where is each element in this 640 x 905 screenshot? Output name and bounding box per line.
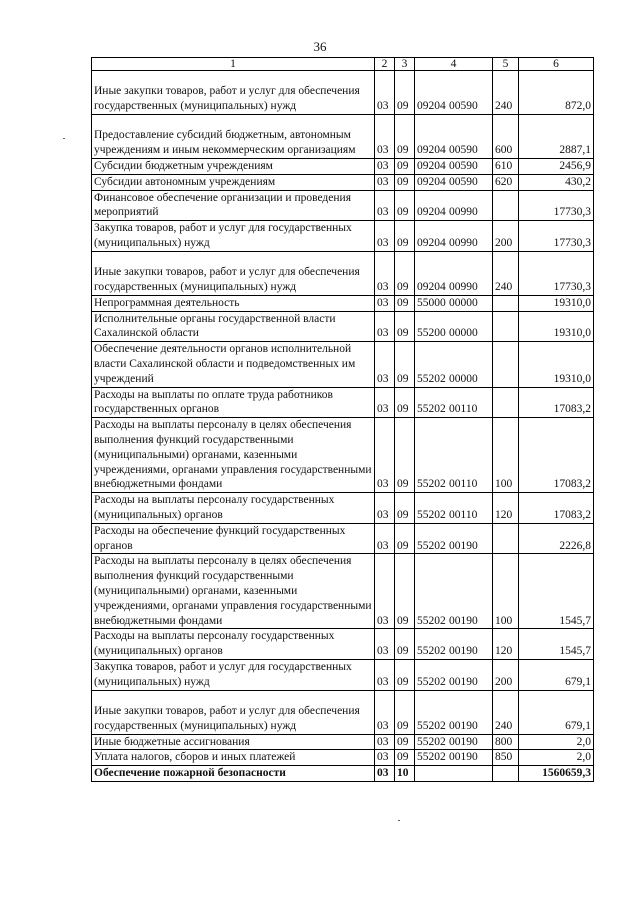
table-row xyxy=(92,251,594,295)
target-article-code xyxy=(415,554,493,629)
target-article-program: 55202 xyxy=(417,403,446,416)
row-name: Закупка товаров, работ и услуг для государственных (муниципальных) нужд xyxy=(92,221,375,252)
subsection-code: 09 xyxy=(395,190,415,221)
target-article-program: 55000 xyxy=(417,296,446,309)
amount-value: 19310,0 xyxy=(519,295,594,311)
expense-type-code: 620 xyxy=(493,174,519,190)
column-header: 6 xyxy=(519,58,594,71)
subsection-code: 09 xyxy=(395,311,415,342)
amount-value: 679,1 xyxy=(519,659,594,690)
target-article-code xyxy=(415,387,493,418)
subsection-code: 09 xyxy=(395,251,415,295)
table-row xyxy=(92,387,594,418)
column-header: 1 xyxy=(92,58,375,71)
expense-type-code: 800 xyxy=(493,734,519,750)
amount-value: 17730,3 xyxy=(519,190,594,221)
target-article-program: 09204 xyxy=(417,280,446,293)
target-article-code xyxy=(415,190,493,221)
target-article-direction: 00990 xyxy=(449,236,478,249)
amount-value: 2887,1 xyxy=(519,115,594,159)
target-article-code xyxy=(415,159,493,175)
section-code: 03 xyxy=(375,554,395,629)
target-article-program: 55202 xyxy=(417,751,446,764)
amount-value: 17083,2 xyxy=(519,387,594,418)
target-article-direction: 00110 xyxy=(449,478,478,491)
row-name: Иные закупки товаров, работ и услуг для обеспечения государственных (муниципальных) нужд xyxy=(92,71,375,115)
section-code: 03 xyxy=(375,311,395,342)
expense-type-code xyxy=(493,523,519,554)
expense-type-code: 100 xyxy=(493,554,519,629)
target-article-code xyxy=(415,174,493,190)
table-row xyxy=(92,629,594,660)
expense-type-code xyxy=(493,766,519,782)
section-code: 03 xyxy=(375,629,395,660)
row-name: Расходы на выплаты персоналу в целях обеспечения выполнения функций государственными (муниципальными) органами, казенными учреждениями, органами управления государственными внебюджетными фондами xyxy=(92,418,375,493)
expense-type-code: 120 xyxy=(493,629,519,660)
target-article-direction: 00590 xyxy=(449,175,478,188)
row-name: Иные бюджетные ассигнования xyxy=(92,734,375,750)
table-row xyxy=(92,554,594,629)
row-name: Расходы на выплаты персоналу в целях обеспечения выполнения функций государственными (муниципальными) органами, казенными учреждениями, органами управления государственными внебюджетными фондами xyxy=(92,554,375,629)
target-article-program: 09204 xyxy=(417,206,446,219)
target-article-code xyxy=(415,690,493,734)
amount-value: 2,0 xyxy=(519,750,594,766)
target-article-program: 55202 xyxy=(417,645,446,658)
subsection-code: 09 xyxy=(395,629,415,660)
section-code: 03 xyxy=(375,523,395,554)
target-article-direction: 00590 xyxy=(449,160,478,172)
budget-table xyxy=(91,57,594,782)
column-header: 5 xyxy=(493,58,519,71)
row-name: Уплата налогов, сборов и иных платежей xyxy=(92,750,375,766)
subsection-code: 09 xyxy=(395,174,415,190)
target-article-code xyxy=(415,342,493,387)
table-row xyxy=(92,766,594,782)
row-name: Субсидии бюджетным учреждениям xyxy=(92,159,375,175)
target-article-code xyxy=(415,629,493,660)
target-article-direction: 00190 xyxy=(449,719,478,732)
row-name: Расходы на выплаты персоналу государственных (муниципальных) органов xyxy=(92,493,375,524)
row-name: Расходы на выплаты персоналу государственных (муниципальных) органов xyxy=(92,629,375,660)
target-article-code xyxy=(415,418,493,493)
expense-type-code: 200 xyxy=(493,221,519,252)
target-article-program: 09204 xyxy=(417,144,446,157)
section-code: 03 xyxy=(375,174,395,190)
target-article-program: 55202 xyxy=(417,539,446,552)
amount-value: 872,0 xyxy=(519,71,594,115)
amount-value: 1545,7 xyxy=(519,629,594,660)
amount-value: 1560659,3 xyxy=(519,766,594,782)
section-code: 03 xyxy=(375,115,395,159)
row-name: Расходы на выплаты по оплате труда работников государственных органов xyxy=(92,387,375,418)
row-name: Обеспечение пожарной безопасности xyxy=(92,766,375,782)
table-row xyxy=(92,190,594,221)
table-row xyxy=(92,71,594,115)
table-row xyxy=(92,159,594,175)
row-name: Закупка товаров, работ и услуг для государственных (муниципальных) нужд xyxy=(92,659,375,690)
target-article-direction: 00990 xyxy=(449,206,478,219)
section-code: 03 xyxy=(375,190,395,221)
subsection-code: 09 xyxy=(395,750,415,766)
table-row xyxy=(92,750,594,766)
target-article-program: 55202 xyxy=(417,372,446,385)
target-article-code xyxy=(415,221,493,252)
section-code: 03 xyxy=(375,418,395,493)
expense-type-code: 240 xyxy=(493,251,519,295)
subsection-code: 09 xyxy=(395,71,415,115)
expense-type-code xyxy=(493,342,519,387)
amount-value: 17730,3 xyxy=(519,221,594,252)
row-name: Субсидии автономным учреждениям xyxy=(92,174,375,190)
table-row xyxy=(92,221,594,252)
subsection-code: 09 xyxy=(395,690,415,734)
column-header: 4 xyxy=(415,58,493,71)
amount-value: 430,2 xyxy=(519,174,594,190)
table-row xyxy=(92,659,594,690)
section-code: 03 xyxy=(375,295,395,311)
target-article-program: 55200 xyxy=(417,327,446,340)
target-article-direction: 00590 xyxy=(449,144,478,157)
target-article-code xyxy=(415,659,493,690)
amount-value: 17083,2 xyxy=(519,493,594,524)
section-code: 03 xyxy=(375,659,395,690)
target-article-direction: 00190 xyxy=(449,751,478,764)
subsection-code: 09 xyxy=(395,387,415,418)
section-code: 03 xyxy=(375,766,395,782)
target-article-program: 55202 xyxy=(417,675,446,688)
subsection-code: 09 xyxy=(395,554,415,629)
section-code: 03 xyxy=(375,251,395,295)
section-code: 03 xyxy=(375,342,395,387)
amount-value: 679,1 xyxy=(519,690,594,734)
target-article-program: 09204 xyxy=(417,236,446,249)
section-code: 03 xyxy=(375,750,395,766)
expense-type-code: 610 xyxy=(493,159,519,175)
target-article-direction: 00000 xyxy=(449,372,478,385)
target-article-direction: 00000 xyxy=(449,327,478,340)
section-code: 03 xyxy=(375,159,395,175)
scan-mark xyxy=(63,138,65,139)
target-article-direction: 00590 xyxy=(449,100,478,113)
amount-value: 2456,9 xyxy=(519,159,594,175)
row-name: Предоставление субсидий бюджетным, автономным учреждениям и иным некоммерческим организациям xyxy=(92,115,375,159)
expense-type-code: 200 xyxy=(493,659,519,690)
amount-value: 17083,2 xyxy=(519,418,594,493)
target-article-program: 55202 xyxy=(417,735,446,748)
row-name: Исполнительные органы государственной власти Сахалинской области xyxy=(92,311,375,342)
table-row xyxy=(92,174,594,190)
target-article-code xyxy=(415,71,493,115)
subsection-code: 09 xyxy=(395,523,415,554)
expense-type-code xyxy=(493,190,519,221)
subsection-code: 09 xyxy=(395,342,415,387)
table-row xyxy=(92,311,594,342)
expense-type-code: 100 xyxy=(493,418,519,493)
row-name: Иные закупки товаров, работ и услуг для обеспечения государственных (муниципальных) нужд xyxy=(92,690,375,734)
row-name: Иные закупки товаров, работ и услуг для обеспечения государственных (муниципальных) нужд xyxy=(92,251,375,295)
subsection-code: 10 xyxy=(395,766,415,782)
target-article-direction: 00990 xyxy=(449,280,478,293)
target-article-direction: 00190 xyxy=(449,614,478,627)
target-article-direction: 00190 xyxy=(449,735,478,748)
table-row xyxy=(92,690,594,734)
expense-type-code: 850 xyxy=(493,750,519,766)
amount-value: 17730,3 xyxy=(519,251,594,295)
target-article-code xyxy=(415,734,493,750)
table-row xyxy=(92,115,594,159)
target-article-program: 09204 xyxy=(417,160,446,172)
subsection-code: 09 xyxy=(395,221,415,252)
target-article-program: 55202 xyxy=(417,508,446,521)
section-code: 03 xyxy=(375,387,395,418)
expense-type-code xyxy=(493,311,519,342)
subsection-code: 09 xyxy=(395,493,415,524)
target-article-program: 55202 xyxy=(417,614,446,627)
expense-type-code xyxy=(493,295,519,311)
target-article-program: 09204 xyxy=(417,175,446,188)
column-header: 2 xyxy=(375,58,395,71)
subsection-code: 09 xyxy=(395,295,415,311)
subsection-code: 09 xyxy=(395,659,415,690)
target-article-direction: 00190 xyxy=(449,539,478,552)
expense-type-code: 120 xyxy=(493,493,519,524)
target-article-code xyxy=(415,750,493,766)
target-article-direction: 00190 xyxy=(449,675,478,688)
scan-mark xyxy=(398,820,400,821)
row-name: Непрограммная деятельность xyxy=(92,295,375,311)
column-header: 3 xyxy=(395,58,415,71)
target-article-direction: 00190 xyxy=(449,645,478,658)
amount-value: 19310,0 xyxy=(519,311,594,342)
target-article-code xyxy=(415,115,493,159)
table-row xyxy=(92,734,594,750)
target-article-direction: 00110 xyxy=(449,508,478,521)
section-code: 03 xyxy=(375,71,395,115)
section-code: 03 xyxy=(375,690,395,734)
column-header-row xyxy=(92,58,594,71)
target-article-program: 55202 xyxy=(417,719,446,732)
section-code: 03 xyxy=(375,493,395,524)
expense-type-code xyxy=(493,387,519,418)
table-row xyxy=(92,493,594,524)
target-article-program: 09204 xyxy=(417,100,446,113)
target-article-direction: 00000 xyxy=(449,296,478,309)
row-name: Расходы на обеспечение функций государственных органов xyxy=(92,523,375,554)
amount-value: 2226,8 xyxy=(519,523,594,554)
subsection-code: 09 xyxy=(395,734,415,750)
table-row xyxy=(92,295,594,311)
amount-value: 1545,7 xyxy=(519,554,594,629)
row-name: Обеспечение деятельности органов исполнительной власти Сахалинской области и подведомственных им учреждений xyxy=(92,342,375,387)
subsection-code: 09 xyxy=(395,418,415,493)
target-article-code xyxy=(415,251,493,295)
expense-type-code: 600 xyxy=(493,115,519,159)
subsection-code: 09 xyxy=(395,159,415,175)
target-article-code xyxy=(415,311,493,342)
expense-type-code: 240 xyxy=(493,71,519,115)
amount-value: 2,0 xyxy=(519,734,594,750)
table-row xyxy=(92,523,594,554)
expense-type-code: 240 xyxy=(493,690,519,734)
page-number: 36 xyxy=(313,39,327,54)
target-article-code xyxy=(415,295,493,311)
target-article-code xyxy=(415,523,493,554)
target-article-code xyxy=(415,493,493,524)
section-code: 03 xyxy=(375,221,395,252)
subsection-code: 09 xyxy=(395,115,415,159)
target-article-program: 55202 xyxy=(417,478,446,491)
amount-value: 19310,0 xyxy=(519,342,594,387)
target-article-code xyxy=(415,766,493,782)
table-row xyxy=(92,418,594,493)
section-code: 03 xyxy=(375,734,395,750)
row-name: Финансовое обеспечение организации и проведения мероприятий xyxy=(92,190,375,221)
target-article-direction: 00110 xyxy=(449,403,478,416)
table-row xyxy=(92,342,594,387)
